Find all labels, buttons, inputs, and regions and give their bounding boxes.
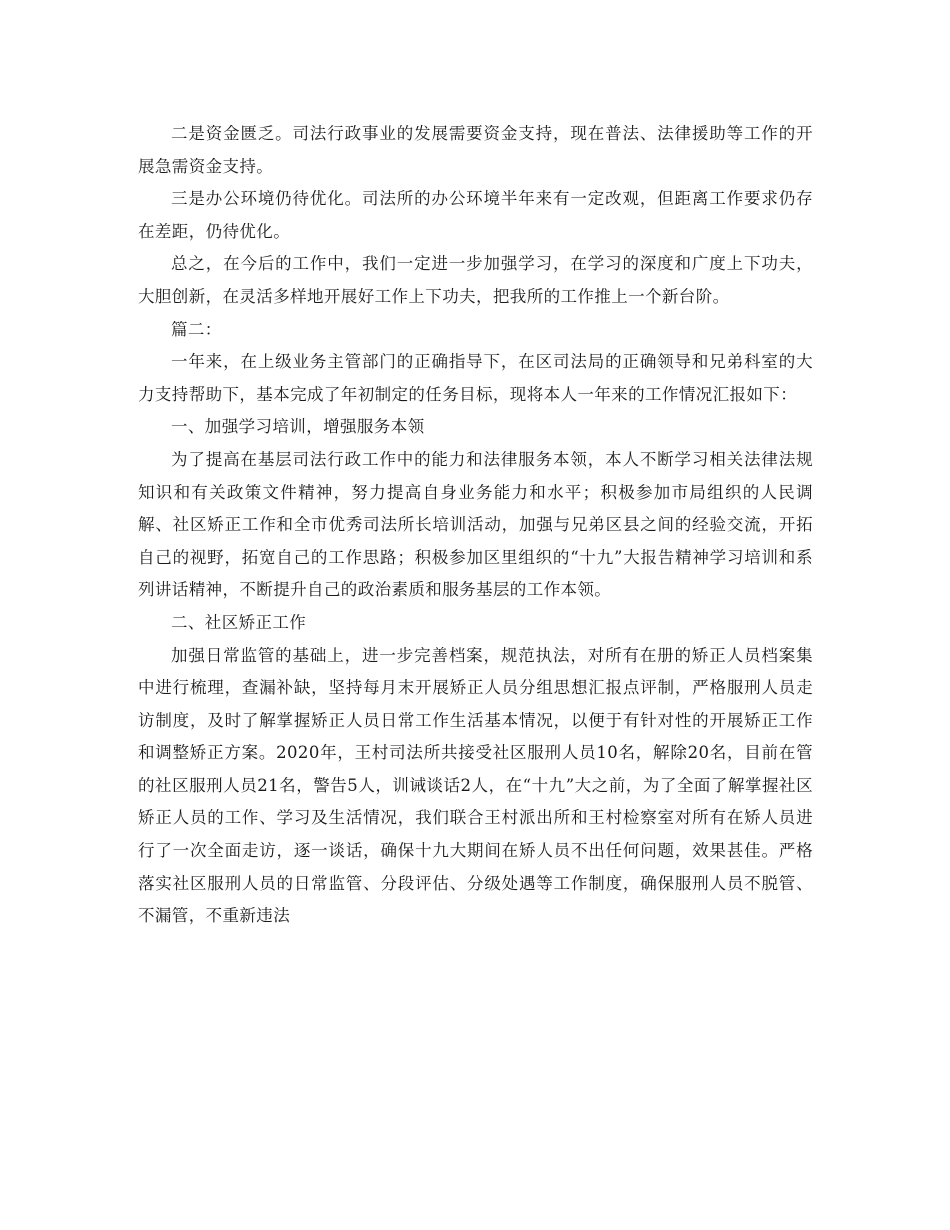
heading-community-correction: 二、社区矫正工作	[171, 612, 307, 632]
paragraph-community-correction: 加强日常监管的基础上，进一步完善档案，规范执法，对所有在册的矫正人员档案集中进行梳理，查漏补缺，坚持每月末开展矫正人员分组思想汇报点评制，严格服刑人员走访制度，及时了解掌握矫正人员日常工作生活基本情况，以便于有针对性的开展矫正工作和调整矫正方案。2020年，王村司法所共接受社区服刑人员10名，解除20名，目前在管的社区服刑人员21名，警告5人，训诫谈话2人，在“十九”大之前，为了全面了解掌握社区矫正人员的工作、学习及生活情况，我们联合王村派出所和王村检察室对所有在矫人员进行了一次全面走访，逐一谈话，确保十九大期间在矫人员不出任何问题，效果甚佳。严格落实社区服刑人员的日常监管、分段评估、分级处遇等工作制度，确保服刑人员不脱管、不漏管，不重新违法	[138, 645, 813, 926]
paragraph-intro: 一年来，在上级业务主管部门的正确指导下，在区司法局的正确领导和兄弟科室的大力支持帮助下，基本完成了年初制定的任务目标，现将本人一年来的工作情况汇报如下：	[138, 352, 813, 404]
paragraph-funding-shortage: 二是资金匮乏。司法行政事业的发展需要资金支持，现在普法、法律援助等工作的开展急需资金支持。	[138, 124, 813, 176]
section-heading-part-two: 篇二：	[171, 319, 222, 339]
paragraph-study-training: 为了提高在基层司法行政工作中的能力和法律服务本领，本人不断学习相关法律法规知识和有关政策文件精神，努力提高自身业务能力和水平；积极参加市局组织的人民调解、社区矫正工作和全市优秀司法所长培训活动，加强与兄弟区县之间的经验交流，开拓自己的视野，拓宽自己的工作思路；积极参加区里组织的“十九”大报告精神学习培训和系列讲话精神，不断提升自己的政治素质和服务基层的工作本领。	[138, 449, 813, 600]
heading-study-training: 一、加强学习培训，增强服务本领	[171, 417, 425, 437]
paragraph-conclusion: 总之，在今后的工作中，我们一定进一步加强学习，在学习的深度和广度上下功夫，大胆创新，在灵活多样地开展好工作上下功夫，把我所的工作推上一个新台阶。	[138, 254, 813, 306]
paragraph-office-environment: 三是办公环境仍待优化。司法所的办公环境半年来有一定改观，但距离工作要求仍存在差距，仍待优化。	[138, 189, 813, 241]
document-body	[138, 118, 813, 933]
